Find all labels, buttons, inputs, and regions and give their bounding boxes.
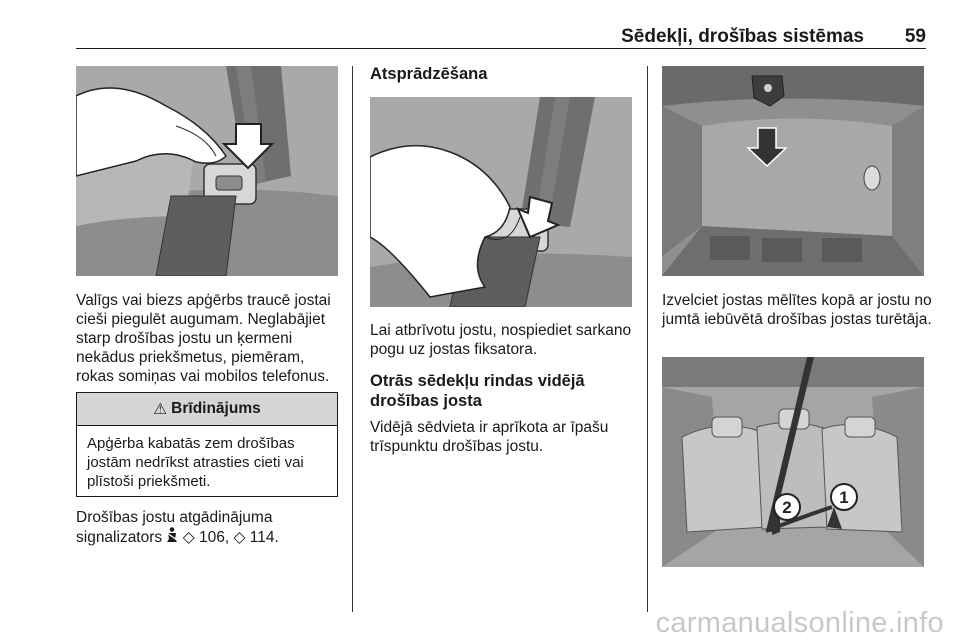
warning-text: Apģērba kabatās zem drošības jostām nedrīkst atrasties cieti vai plīstoši priekšmeti.	[87, 435, 304, 490]
reminder-line1: Drošības jostu atgādinājuma	[76, 509, 273, 526]
illustration-rear-seats	[662, 357, 924, 567]
warning-header	[77, 393, 337, 426]
page-ref-arrow-icon: ◇	[233, 529, 246, 546]
warning-triangle-icon: ⚠	[153, 400, 168, 418]
watermark: carmanualsonline.info	[655, 607, 944, 639]
warning-title: Brīdinājums	[171, 400, 261, 417]
heading-release: Atsprādzēšana	[370, 65, 488, 83]
paragraph-middle-belt: Vidējā sēdvieta ir aprīkota ar īpašu trīspunktu drošības jostu.	[370, 419, 609, 455]
page-header	[76, 20, 926, 49]
illustration-buckle-release	[370, 97, 632, 307]
column-divider-1	[352, 66, 353, 612]
paragraph-reminder	[76, 508, 342, 547]
page-ref-link[interactable]: 106,	[199, 529, 230, 546]
paragraph-loose-clothing: Valīgs vai biezs apģērbs traucē jostai cieši piegulēt augumam. Neglabājiet starp drošības jostu un ķermeni nekādus priekšmetus, piemēram, rokas somiņas vai mobilos telefonus.	[76, 292, 331, 385]
reminder-prefix: signalizators	[76, 529, 163, 546]
column-divider-2	[647, 66, 648, 612]
callout-1: 1	[839, 488, 849, 507]
illustration-roof-belt-holder	[662, 66, 924, 276]
warning-box	[76, 392, 338, 497]
paragraph-pull-tongues: Izvelciet jostas mēlītes kopā ar jostu no jumtā iebūvētā drošības jostas turētāja.	[662, 292, 932, 328]
seatbelt-warning-icon	[166, 527, 178, 547]
page-ref-link[interactable]: 114.	[249, 529, 279, 546]
section-title: Sēdekļi, drošības sistēmas	[621, 26, 864, 47]
heading-middle-belt: Otrās sēdekļu rindas vidējā drošības josta	[370, 372, 585, 410]
callout-2: 2	[782, 498, 792, 517]
paragraph-release: Lai atbrīvotu jostu, nospiediet sarkano pogu uz jostas fiksatora.	[370, 322, 632, 358]
illustration-buckle-fastening	[76, 66, 338, 276]
page-number: 59	[904, 26, 926, 47]
page-ref-arrow-icon: ◇	[182, 529, 195, 546]
